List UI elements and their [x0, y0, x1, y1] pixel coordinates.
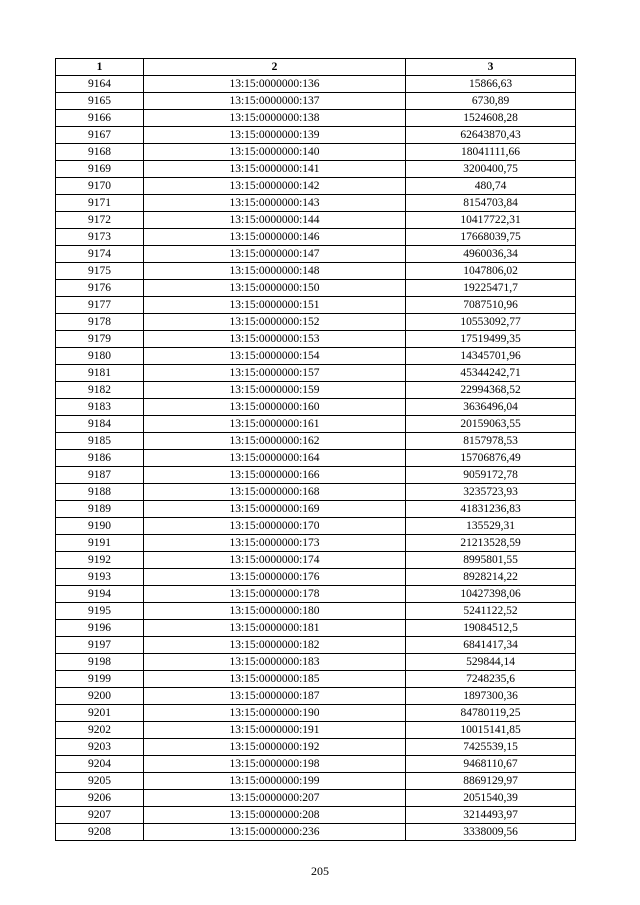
table-cell: 13:15:0000000:141	[144, 161, 406, 178]
table-cell: 9185	[56, 433, 144, 450]
table-cell: 13:15:0000000:169	[144, 501, 406, 518]
table-cell: 9184	[56, 416, 144, 433]
table-row	[56, 348, 576, 365]
table-cell: 9208	[56, 824, 144, 841]
table-cell: 45344242,71	[406, 365, 576, 382]
table-cell: 17668039,75	[406, 229, 576, 246]
table-cell: 9166	[56, 110, 144, 127]
table-cell: 13:15:0000000:185	[144, 671, 406, 688]
table-cell: 41831236,83	[406, 501, 576, 518]
table-cell: 480,74	[406, 178, 576, 195]
table-row	[56, 195, 576, 212]
table-row	[56, 467, 576, 484]
table-cell: 13:15:0000000:191	[144, 722, 406, 739]
table-cell: 8928214,22	[406, 569, 576, 586]
table-cell: 22994368,52	[406, 382, 576, 399]
table-row	[56, 93, 576, 110]
table-row	[56, 399, 576, 416]
table-cell: 10427398,06	[406, 586, 576, 603]
table-row	[56, 773, 576, 790]
table-cell: 8157978,53	[406, 433, 576, 450]
table-cell: 15866,63	[406, 76, 576, 93]
table-row	[56, 569, 576, 586]
table-cell: 13:15:0000000:181	[144, 620, 406, 637]
table-cell: 9165	[56, 93, 144, 110]
table-cell: 8154703,84	[406, 195, 576, 212]
table-cell: 3636496,04	[406, 399, 576, 416]
table-cell: 13:15:0000000:154	[144, 348, 406, 365]
table-cell: 62643870,43	[406, 127, 576, 144]
table-body	[56, 76, 576, 841]
table-row	[56, 484, 576, 501]
table-row	[56, 654, 576, 671]
table-row	[56, 229, 576, 246]
table-cell: 9207	[56, 807, 144, 824]
table-cell: 13:15:0000000:139	[144, 127, 406, 144]
table-row	[56, 144, 576, 161]
table-cell: 2051540,39	[406, 790, 576, 807]
table-cell: 9174	[56, 246, 144, 263]
table-cell: 7087510,96	[406, 297, 576, 314]
table-cell: 13:15:0000000:161	[144, 416, 406, 433]
table-row	[56, 518, 576, 535]
table-cell: 13:15:0000000:187	[144, 688, 406, 705]
table-row	[56, 705, 576, 722]
table-cell: 14345701,96	[406, 348, 576, 365]
table-row	[56, 382, 576, 399]
table-row	[56, 280, 576, 297]
table-cell: 13:15:0000000:146	[144, 229, 406, 246]
table-cell: 9059172,78	[406, 467, 576, 484]
table-cell: 3200400,75	[406, 161, 576, 178]
table-cell: 9202	[56, 722, 144, 739]
table-row	[56, 501, 576, 518]
table-cell: 9191	[56, 535, 144, 552]
table-cell: 9172	[56, 212, 144, 229]
table-cell: 9167	[56, 127, 144, 144]
table-row	[56, 756, 576, 773]
table-cell: 9175	[56, 263, 144, 280]
table-cell: 21213528,59	[406, 535, 576, 552]
table-cell: 10553092,77	[406, 314, 576, 331]
table-cell: 13:15:0000000:144	[144, 212, 406, 229]
table-row	[56, 671, 576, 688]
table-cell: 13:15:0000000:208	[144, 807, 406, 824]
table-cell: 8995801,55	[406, 552, 576, 569]
table-cell: 9179	[56, 331, 144, 348]
table-cell: 9200	[56, 688, 144, 705]
table-cell: 13:15:0000000:170	[144, 518, 406, 535]
table-cell: 13:15:0000000:199	[144, 773, 406, 790]
table-cell: 9188	[56, 484, 144, 501]
table-cell: 9181	[56, 365, 144, 382]
column-header-3: 3	[406, 59, 576, 76]
page-number: 205	[311, 864, 329, 878]
table-cell: 13:15:0000000:198	[144, 756, 406, 773]
table-cell: 9171	[56, 195, 144, 212]
table-cell: 9182	[56, 382, 144, 399]
table-cell: 9198	[56, 654, 144, 671]
table-cell: 3338009,56	[406, 824, 576, 841]
table-row	[56, 535, 576, 552]
table-cell: 17519499,35	[406, 331, 576, 348]
table-row	[56, 433, 576, 450]
table-cell: 9206	[56, 790, 144, 807]
table-cell: 9199	[56, 671, 144, 688]
table-cell: 13:15:0000000:166	[144, 467, 406, 484]
table-cell: 9169	[56, 161, 144, 178]
table-cell: 13:15:0000000:151	[144, 297, 406, 314]
table-cell: 19225471,7	[406, 280, 576, 297]
table-cell: 1897300,36	[406, 688, 576, 705]
table-cell: 13:15:0000000:190	[144, 705, 406, 722]
table-row	[56, 807, 576, 824]
table-row	[56, 178, 576, 195]
table-cell: 84780119,25	[406, 705, 576, 722]
table-row	[56, 76, 576, 93]
table-cell: 13:15:0000000:142	[144, 178, 406, 195]
table-cell: 13:15:0000000:173	[144, 535, 406, 552]
table-cell: 13:15:0000000:174	[144, 552, 406, 569]
table-row	[56, 314, 576, 331]
table-row	[56, 722, 576, 739]
table-cell: 15706876,49	[406, 450, 576, 467]
table-row	[56, 603, 576, 620]
data-table	[55, 58, 576, 841]
table-cell: 13:15:0000000:148	[144, 263, 406, 280]
table-cell: 13:15:0000000:147	[144, 246, 406, 263]
table-cell: 9204	[56, 756, 144, 773]
table-cell: 9187	[56, 467, 144, 484]
table-cell: 9189	[56, 501, 144, 518]
table-cell: 13:15:0000000:152	[144, 314, 406, 331]
table-cell: 9180	[56, 348, 144, 365]
table-row	[56, 586, 576, 603]
table-cell: 9183	[56, 399, 144, 416]
table-cell: 9186	[56, 450, 144, 467]
table-cell: 9203	[56, 739, 144, 756]
table-row	[56, 263, 576, 280]
table-cell: 13:15:0000000:150	[144, 280, 406, 297]
table-cell: 9168	[56, 144, 144, 161]
table-cell: 13:15:0000000:192	[144, 739, 406, 756]
table-cell: 9190	[56, 518, 144, 535]
column-header-1: 1	[56, 59, 144, 76]
table-cell: 13:15:0000000:160	[144, 399, 406, 416]
table-cell: 13:15:0000000:162	[144, 433, 406, 450]
table-cell: 20159063,55	[406, 416, 576, 433]
table-cell: 9173	[56, 229, 144, 246]
table-cell: 13:15:0000000:176	[144, 569, 406, 586]
table-row	[56, 212, 576, 229]
table-cell: 9170	[56, 178, 144, 195]
table-cell: 10417722,31	[406, 212, 576, 229]
table-cell: 13:15:0000000:180	[144, 603, 406, 620]
table-row	[56, 110, 576, 127]
table-cell: 9468110,67	[406, 756, 576, 773]
table-cell: 13:15:0000000:157	[144, 365, 406, 382]
table-cell: 13:15:0000000:140	[144, 144, 406, 161]
table-cell: 9178	[56, 314, 144, 331]
table-cell: 13:15:0000000:236	[144, 824, 406, 841]
table-cell: 9195	[56, 603, 144, 620]
table-cell: 3235723,93	[406, 484, 576, 501]
table-cell: 13:15:0000000:143	[144, 195, 406, 212]
table-cell: 9176	[56, 280, 144, 297]
table-cell: 10015141,85	[406, 722, 576, 739]
table-row	[56, 688, 576, 705]
table-cell: 9197	[56, 637, 144, 654]
table-cell: 9196	[56, 620, 144, 637]
table-cell: 18041111,66	[406, 144, 576, 161]
table-cell: 3214493,97	[406, 807, 576, 824]
table-cell: 13:15:0000000:178	[144, 586, 406, 603]
table-cell: 9201	[56, 705, 144, 722]
table-cell: 13:15:0000000:168	[144, 484, 406, 501]
table-cell: 19084512,5	[406, 620, 576, 637]
table-row	[56, 637, 576, 654]
table-cell: 1524608,28	[406, 110, 576, 127]
table-cell: 529844,14	[406, 654, 576, 671]
table-cell: 9205	[56, 773, 144, 790]
table-cell: 13:15:0000000:138	[144, 110, 406, 127]
table-row	[56, 297, 576, 314]
table-cell: 9194	[56, 586, 144, 603]
table-row	[56, 552, 576, 569]
table-cell: 8869129,97	[406, 773, 576, 790]
table-cell: 6841417,34	[406, 637, 576, 654]
table-header-row	[56, 59, 576, 76]
table-cell: 13:15:0000000:182	[144, 637, 406, 654]
table-row	[56, 739, 576, 756]
table-cell: 9177	[56, 297, 144, 314]
table-cell: 13:15:0000000:207	[144, 790, 406, 807]
table-row	[56, 127, 576, 144]
table-cell: 13:15:0000000:183	[144, 654, 406, 671]
table-row	[56, 331, 576, 348]
table-row	[56, 790, 576, 807]
table-row	[56, 161, 576, 178]
table-row	[56, 365, 576, 382]
table-row	[56, 450, 576, 467]
table-cell: 13:15:0000000:159	[144, 382, 406, 399]
table-cell: 9193	[56, 569, 144, 586]
table-cell: 7248235,6	[406, 671, 576, 688]
table-cell: 7425539,15	[406, 739, 576, 756]
table-cell: 9192	[56, 552, 144, 569]
table-cell: 13:15:0000000:153	[144, 331, 406, 348]
table-cell: 13:15:0000000:136	[144, 76, 406, 93]
column-header-2: 2	[144, 59, 406, 76]
table-cell: 1047806,02	[406, 263, 576, 280]
table-cell: 9164	[56, 76, 144, 93]
table-cell: 13:15:0000000:137	[144, 93, 406, 110]
table-row	[56, 620, 576, 637]
table-row	[56, 246, 576, 263]
table-cell: 135529,31	[406, 518, 576, 535]
table-cell: 4960036,34	[406, 246, 576, 263]
table-cell: 5241122,52	[406, 603, 576, 620]
table-cell: 13:15:0000000:164	[144, 450, 406, 467]
table-row	[56, 416, 576, 433]
table-row	[56, 824, 576, 841]
table-cell: 6730,89	[406, 93, 576, 110]
